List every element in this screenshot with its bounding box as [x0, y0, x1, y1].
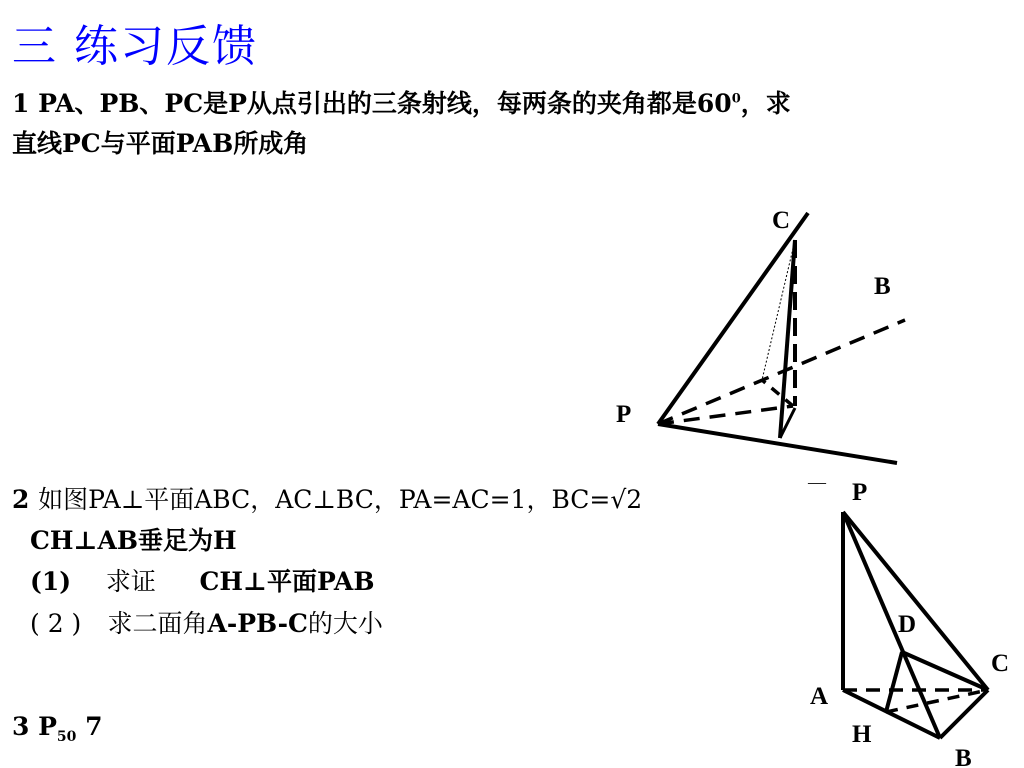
problem2-part2-tail: 的大小 — [307, 609, 383, 638]
problem3-suffix: 7 — [85, 712, 103, 741]
problem3-prefix: 3 P — [12, 712, 57, 741]
edge-bc — [940, 690, 988, 738]
edge-hc-dashed — [886, 690, 988, 712]
problem1-text: 1 PA、PB、PC是P从点引出的三条射线，每两条的夹角都是60 — [12, 89, 732, 118]
label-d: D — [898, 611, 917, 638]
problem1-tail: ，求 — [740, 89, 791, 118]
label-b2: B — [955, 745, 972, 768]
label-b: B — [874, 273, 891, 300]
problem2-text: 如图PA⊥平面ABC，AC⊥BC，PA=AC=1，BC=√2 — [38, 485, 643, 514]
problem1-line2: 直线PC与平面PAB所成角 — [12, 129, 309, 158]
edge-dh — [886, 652, 902, 712]
problem2-part1-number: (1) — [30, 567, 72, 596]
overbar-mark: — — [808, 472, 826, 492]
edge-pc — [843, 512, 988, 690]
edge-pb — [843, 512, 940, 738]
label-c: C — [772, 207, 791, 234]
problem2-number: 2 — [12, 485, 30, 514]
label-a: A — [810, 683, 829, 710]
problem2-part2-number: ( 2 ) — [30, 609, 82, 638]
problem3-subscript: 50 — [56, 729, 77, 745]
problem2-part1-statement: CH⊥平面PAB — [199, 567, 375, 596]
label-p2: P — [852, 479, 868, 506]
label-p: P — [616, 401, 632, 428]
slide-title: 三 练习反馈 — [12, 21, 258, 72]
problem2-part2-angle: A-PB-C — [207, 609, 308, 638]
label-h: H — [852, 721, 872, 748]
problem2-part1-verb: 求证 — [105, 567, 156, 596]
problem2-line2: CH⊥AB垂足为H — [30, 526, 237, 555]
degree-superscript: 0 — [731, 91, 741, 107]
problem2-part2-verb: 求二面角 — [107, 609, 208, 638]
label-c2: C — [991, 650, 1010, 677]
